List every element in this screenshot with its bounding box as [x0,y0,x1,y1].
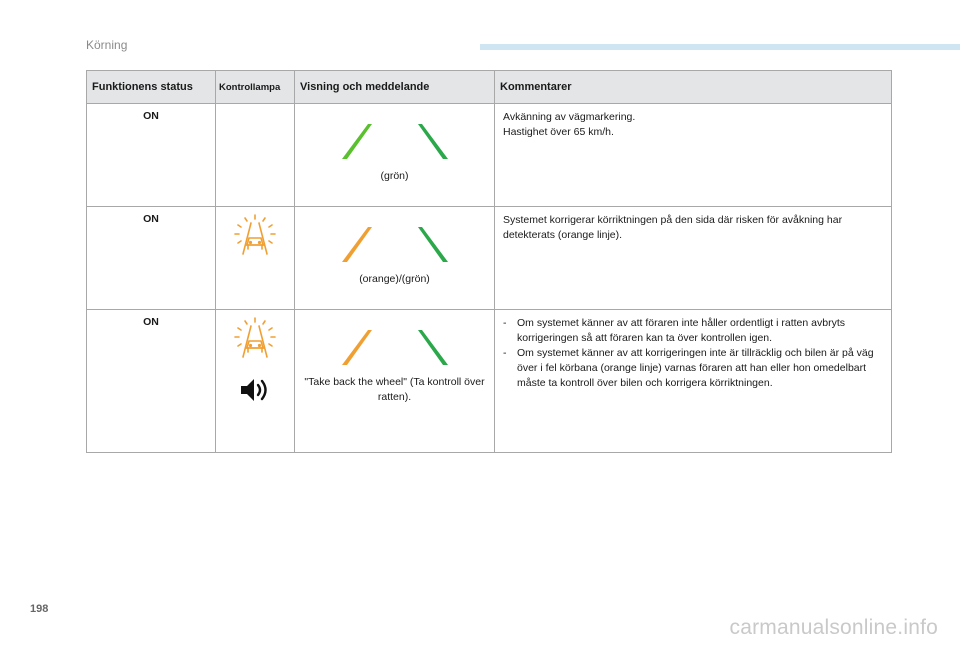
bullet-text: Om systemet känner av att föraren inte håller ordentligt i ratten avbryts korrigeringen så att föraren kan ta över kontrollen igen. [517,317,845,344]
lane-lines-icon [340,327,450,367]
lamp-cell-empty [216,104,295,207]
left-lane-line [342,330,372,365]
page-number: 198 [30,603,49,615]
column-header-status: Funktionens status [87,71,216,104]
display-caption: (grön) [380,170,409,182]
left-lane-line [342,227,372,262]
lane-lines-icon [340,121,450,161]
table-row [87,104,892,207]
display-cell [295,104,495,207]
column-header-comments: Kommentarer [495,71,892,104]
status-cell: ON [87,310,216,453]
speaker-sound-icon [237,375,273,405]
section-title: Körning [86,38,128,52]
display-cell [295,207,495,310]
lane-assist-status-table [86,70,892,453]
table-row [87,310,892,453]
lamp-cell [216,310,295,453]
comment-cell [495,104,892,207]
bullet-text: Om systemet känner av att korrigeringen inte är tillräcklig och bilen är på väg över i fel körbana (orange linje) varnas föraren att han eller hon omedelbart måste ta kontroll över bilen och korrigera körriktningen. [517,347,874,389]
bullet-dash: - [503,317,507,329]
column-header-lamp: Kontrollampa [216,71,295,104]
column-header-display: Visning och meddelande [295,71,495,104]
left-lane-line [342,124,372,159]
lane-departure-warning-icon [232,212,278,258]
comment-line: Hastighet över 65 km/h. [503,126,614,138]
watermark: carmanualsonline.info [729,616,938,639]
display-cell [295,310,495,453]
status-cell: ON [87,207,216,310]
table-header-row [87,71,892,104]
section-header-bar [480,44,960,50]
display-caption: (orange)/(grön) [359,273,430,285]
comment-bullet [503,346,883,391]
right-lane-line [418,124,448,159]
comment-bullet [503,316,883,346]
lane-lines-icon [340,224,450,264]
lamp-cell [216,207,295,310]
display-caption: "Take back the wheel" (Ta kontroll över ratten). [304,376,485,403]
comment-cell: Systemet korrigerar körriktningen på den sida där risken för avåkning har detekterats (orange linje). [495,207,892,310]
right-lane-line [418,227,448,262]
comment-line: Avkänning av vägmarkering. [503,111,636,123]
comment-cell [495,310,892,453]
bullet-dash: - [503,347,507,359]
status-cell: ON [87,104,216,207]
lane-departure-warning-icon [232,315,278,361]
right-lane-line [418,330,448,365]
table-row [87,207,892,310]
